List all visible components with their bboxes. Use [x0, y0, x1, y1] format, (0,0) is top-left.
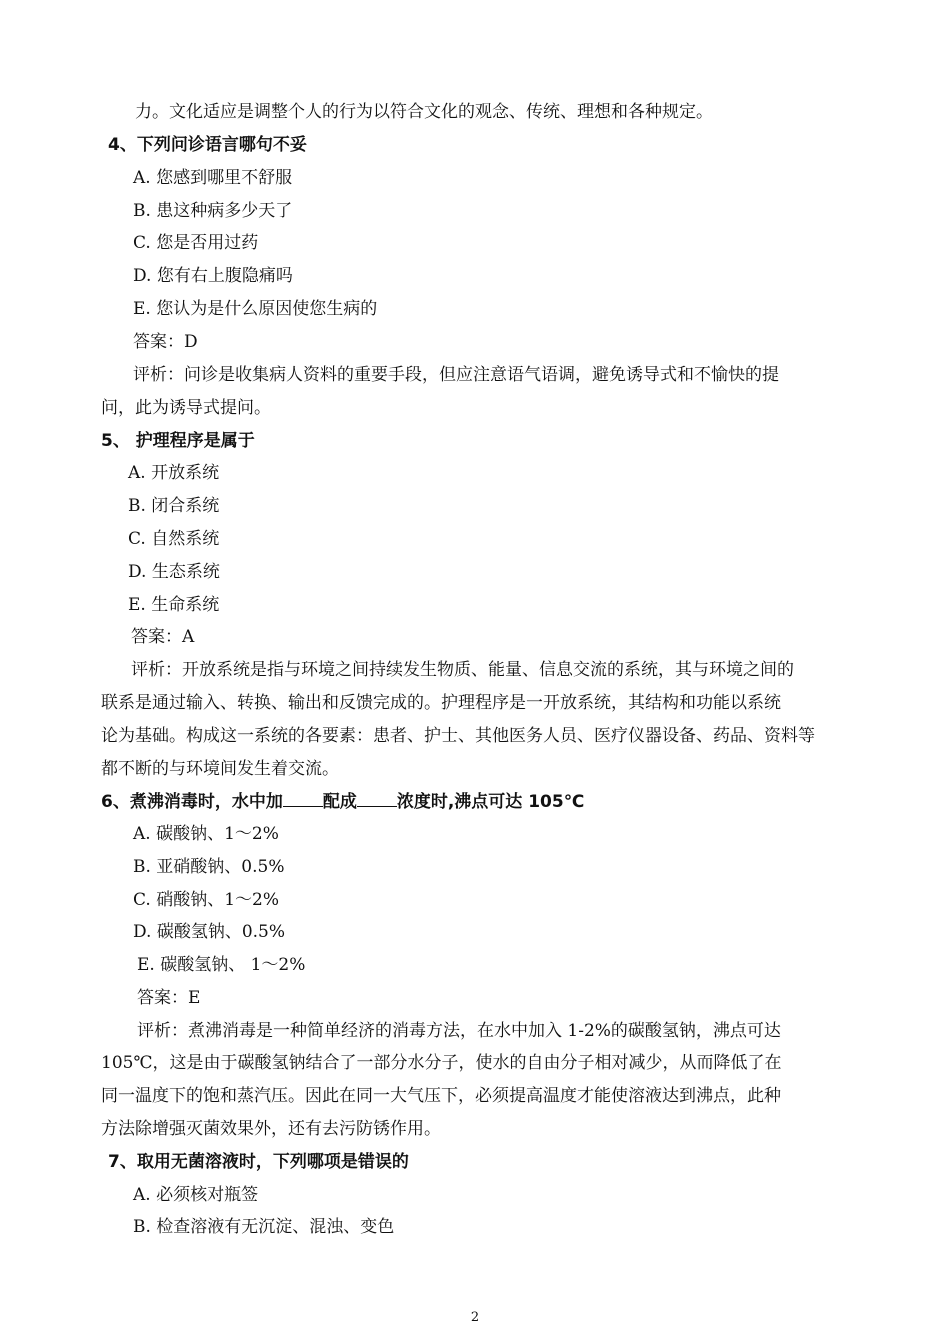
q6-analysis-line: 评析：煮沸消毒是一种简单经济的消毒方法，在水中加入 1-2%的碳酸氢钠，沸点可达	[137, 1021, 781, 1041]
q5-answer: 答案：A	[131, 627, 195, 647]
question-5-title: 5、 护理程序是属于	[101, 431, 255, 451]
q5-option-c: C. 自然系统	[128, 529, 220, 549]
q4-option-a: A. 您感到哪里不舒服	[133, 168, 293, 188]
fill-blank	[283, 792, 323, 807]
q7-option-b: B. 检查溶液有无沉淀、混浊、变色	[133, 1217, 395, 1237]
q6-option-d: D. 碳酸氢钠、0.5%	[133, 922, 286, 942]
q6-option-c: C. 硝酸钠、1～2%	[133, 890, 279, 910]
q6-analysis-line: 105℃，这是由于碳酸氢钠结合了一部分水分子，使水的自由分子相对减少，从而降低了在	[101, 1053, 782, 1073]
q5-analysis-line: 论为基础。构成这一系统的各要素：患者、护士、其他医务人员、医疗仪器设备、药品、资料等	[101, 726, 815, 746]
q5-analysis-line: 评析：开放系统是指与环境之间持续发生物质、能量、信息交流的系统，其与环境之间的	[131, 660, 794, 680]
q6-title-part: 浓度时,沸点可达 105℃	[396, 792, 585, 812]
q6-option-b: B. 亚硝酸钠、0.5%	[133, 857, 285, 877]
q6-option-a: A. 碳酸钠、1～2%	[133, 824, 279, 844]
question-7-title: 7、取用无菌溶液时，下列哪项是错误的	[108, 1152, 409, 1172]
question-4-title: 4、下列问诊语言哪句不妥	[108, 135, 307, 155]
q6-analysis-line: 同一温度下的饱和蒸汽压。因此在同一大气压下，必须提高温度才能使溶液达到沸点，此种	[101, 1086, 781, 1106]
q5-analysis-line: 都不断的与环境间发生着交流。	[101, 759, 339, 779]
question-6-title	[101, 791, 584, 813]
q4-answer: 答案：D	[133, 332, 198, 352]
q7-option-a: A. 必须核对瓶签	[133, 1185, 259, 1205]
q4-analysis-line: 问，此为诱导式提问。	[101, 398, 271, 418]
text-line: 力。文化适应是调整个人的行为以符合文化的观念、传统、理想和各种规定。	[135, 102, 713, 122]
q5-option-e: E. 生命系统	[128, 595, 220, 615]
q4-option-e: E. 您认为是什么原因使您生病的	[133, 299, 378, 319]
q6-option-e: E. 碳酸氢钠、 1～2%	[137, 955, 306, 975]
q4-analysis-line: 评析：问诊是收集病人资料的重要手段，但应注意语气语调，避免诱导式和不愉快的提	[133, 365, 779, 385]
q4-option-b: B. 患这种病多少天了	[133, 201, 293, 221]
q6-title-part: 配成	[322, 792, 357, 812]
q4-option-d: D. 您有右上腹隐痛吗	[133, 266, 293, 286]
q5-analysis-line: 联系是通过输入、转换、输出和反馈完成的。护理程序是一开放系统，其结构和功能以系统	[101, 693, 781, 713]
q6-analysis-line: 方法除增强灭菌效果外，还有去污防锈作用。	[101, 1119, 441, 1139]
q5-option-b: B. 闭合系统	[128, 496, 220, 516]
q6-title-part: 6、煮沸消毒时，水中加	[101, 792, 283, 812]
q4-option-c: C. 您是否用过药	[133, 233, 259, 253]
page-number: 2	[470, 1310, 480, 1325]
fill-blank	[357, 792, 397, 807]
q6-answer: 答案：E	[137, 988, 201, 1008]
q5-option-d: D. 生态系统	[128, 562, 220, 582]
q5-option-a: A. 开放系统	[128, 463, 220, 483]
